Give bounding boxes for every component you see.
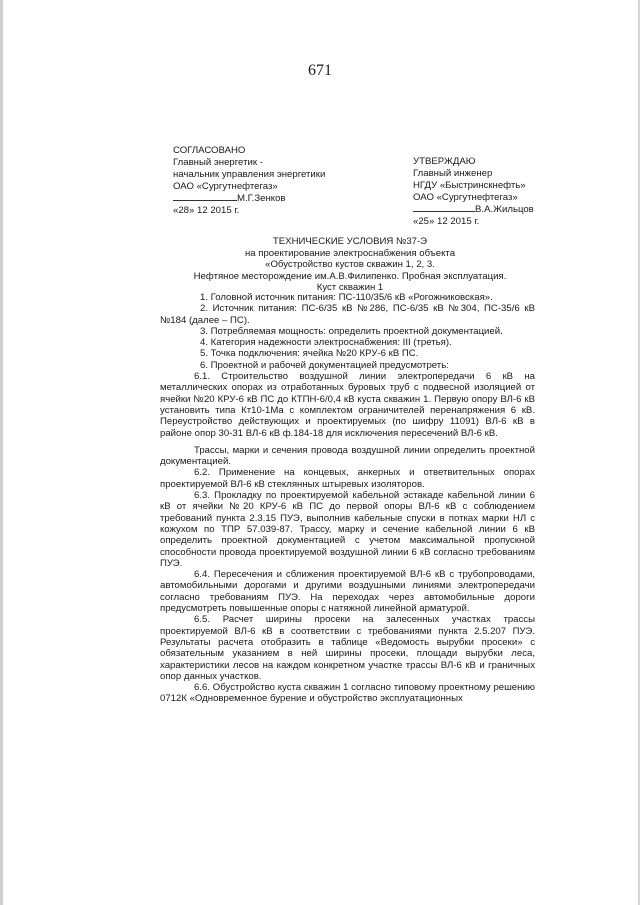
approval-line: Главный инженер	[413, 168, 493, 179]
paragraph: Трассы, марки и сечения провода воздушной линии определить проектной документацией.	[160, 444, 535, 468]
signer-name: В.А.Жильцов	[475, 204, 534, 215]
document-title	[150, 236, 550, 294]
paragraph: 1. Головной источник питания: ПС-110/35/6 кВ «Рогожниковская».	[200, 292, 493, 303]
paragraph: 6.6. Обустройство куста скважин 1 согласно типовому проектному решению 0712К «Одновременное бурение и обустройство эксплуатационных	[160, 682, 535, 705]
approval-line: НГДУ «Быстринскнефть»	[413, 180, 526, 191]
approval-heading: УТВЕРЖДАЮ	[413, 156, 476, 167]
paragraph: 6.5. Расчет ширины просеки на залесенных участках трассы проектируемой ВЛ-6 кВ в соответствии с требованиями пункта 2.5.207 ПУЭ. Результаты расчета отобразить в таблице «Ведомость вырубки просеки» с обязательным указанием в ней ширины просеки, площади вырубки леса, характеристики лесов на каждом конкретном участке трассы ВЛ-6 кВ и граничных опор данных участков.	[160, 614, 535, 682]
title-line: на проектирование электроснабжения объекта	[244, 247, 456, 259]
page-number: 671	[308, 62, 332, 79]
signature-row	[413, 204, 534, 216]
paragraph: 2. Источник питания: ПС-6/35 кВ №286, ПС-6/35 кВ №304, ПС-35/6 кВ №184 (далее – ПС).	[160, 303, 535, 326]
paragraph: 6.1. Строительство воздушной линии электропередачи 6 кВ на металлических опорах из отработанных буровых труб с подвесной изоляцией от ячейки №20 КРУ-6 кВ ПС до КТПН-6/0,4 кВ куста скважин 1. Первую опору ВЛ-6 кВ установить типа Кт10-1Ма с комплектом ограничителей перенапряжения 6 кВ. Переустройство действующих и проектируемых (по шифру 11091) ВЛ-6 кВ в районе опор 30-31 ВЛ-6 кВ ф.184-18 для исключения пересечений ВЛ-6 кВ.	[160, 371, 535, 439]
document-body	[160, 292, 535, 705]
approval-line: начальник управления энергетики	[173, 169, 326, 180]
approval-date: «28» 12 2015 г.	[173, 205, 240, 216]
title-line: Куст скважин 1	[316, 282, 384, 293]
title-line: ТЕХНИЧЕСКИЕ УСЛОВИЯ №37-Э	[272, 236, 428, 247]
approval-line: ОАО «Сургутнефтегаз»	[413, 192, 518, 203]
signature-row	[173, 193, 325, 205]
paragraph: 6.3. Прокладку по проектируемой кабельной эстакаде кабельной линии 6 кВ от ячейки №20 КРУ-6 кВ ПС до первой опоры ВЛ-6 кВ с соблюдением требований пункта 2.3.15 ПУЭ, выполнив кабельные спуски в потках марки НЛ с кожухом по ТПР 57.039-87. Трассу, марку и сечение кабельной линии 6 кВ определить проектной документацией с учетом максимальной пропускной способности провода проектируемой воздушной линии 6 кВ согласно требованиям ПУЭ.	[160, 490, 535, 569]
title-line: Нефтяное месторождение им.А.В.Филипенко. Пробная эксплуатация.	[193, 270, 507, 282]
paragraph: 6.4. Пересечения и сближения проектируемой ВЛ-6 кВ с трубопроводами, автомобильными дорогами и другими воздушными линиями электропередачи согласно требованиям ПУЭ. На переходах через автомобильные дороги предусмотреть повышенные опоры с натяжной линейной арматурой.	[160, 569, 535, 615]
paragraph: 5. Точка подключения: ячейка №20 КРУ-6 кВ ПС.	[200, 348, 419, 360]
approval-heading: СОГЛАСОВАНО	[173, 145, 246, 156]
paragraph: 6. Проектной и рабочей документацией предусмотреть:	[200, 359, 449, 371]
paragraph: 4. Категория надежности электроснабжения: III (третья).	[200, 337, 452, 349]
approval-block-left	[173, 145, 325, 217]
paragraph: 6.2. Применение на концевых, анкерных и ответвительных опорах проектируемой ВЛ-6 кВ стеклянных штыревых изоляторов.	[160, 467, 535, 490]
approval-date: «25» 12 2015 г.	[413, 216, 480, 227]
approval-line: ОАО «Сургутнефтегаз»	[173, 181, 278, 192]
approval-line: Главный энергетик -	[173, 157, 263, 168]
paragraph: 3. Потребляемая мощность: определить проектной документацией.	[200, 325, 503, 337]
title-line: «Обустройство кустов скважин 1, 2, 3.	[265, 259, 435, 270]
scan-edge-left	[0, 0, 3, 905]
signature-line	[173, 200, 237, 201]
approval-block-right	[413, 156, 534, 228]
signature-line	[413, 211, 475, 212]
signer-name: М.Г.Зенков	[237, 193, 286, 204]
